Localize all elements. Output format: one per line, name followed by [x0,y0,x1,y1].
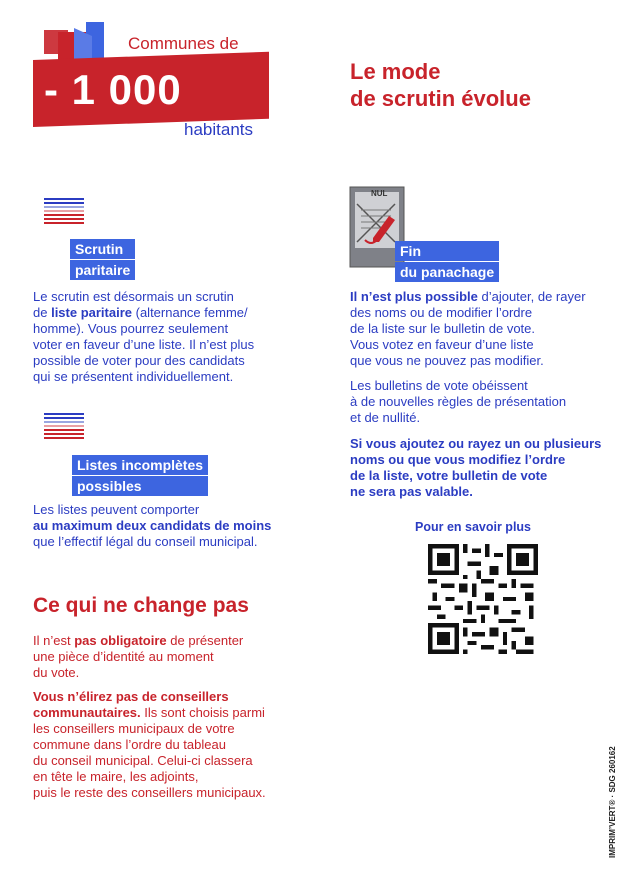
text-line: Le scrutin est désormais un scrutin [33,289,234,304]
text-line [33,633,323,649]
identity-paragraph [33,633,323,681]
tag-line: paritaire [70,260,135,280]
text-line: Les bulletins de vote obéissent [350,378,528,393]
mode-title-line2: de scrutin évolue [350,86,531,111]
text-line: des noms ou de modifier l’ordre [350,305,533,320]
listes-incompletes-tag [72,455,208,496]
tag-line: Listes incomplètes [72,455,208,475]
text-span: de [33,305,52,320]
text-line: une pièce d’identité au moment [33,649,214,664]
text-line [33,705,333,721]
tag-line: Scrutin [70,239,135,259]
bold-span: au maximum deux candidats de moins [33,518,272,533]
listes-paragraph [33,502,333,550]
text-line: que l’effectif légal du conseil municipal. [33,534,258,549]
inhabitant-count: - 1 000 [44,66,182,113]
scrutin-paritaire-tag [70,239,135,280]
text-line: de la liste sur le bulletin de vote. [350,321,535,336]
text-line: commune dans l’ordre du tableau [33,737,226,752]
text-line: et de nullité. [350,410,421,425]
flag-stripes-icon [44,198,84,228]
text-line: du vote. [33,665,80,680]
text-line: les conseillers municipaux de votre [33,721,235,736]
scrutin-paragraph [33,289,323,385]
text-line: ne sera pas valable. [350,484,473,499]
text-line: possible de voter pour des candidats [33,353,245,368]
text-span: (alternance femme/ [132,305,248,320]
text-line: de la liste, votre bulletin de vote [350,468,548,483]
text-line: Vous votez en faveur d’une liste [350,337,534,352]
text-line: en tête le maire, les adjoints, [33,769,199,784]
text-line: voter en faveur d’une liste. Il n’est plus [33,337,255,352]
flag-stripes-icon [44,413,84,443]
panachage-paragraph-2 [350,378,630,426]
text-line [33,689,333,705]
ballot-label: NUL [371,189,388,198]
text-line [350,289,630,305]
mode-title-line1: Le mode [350,59,441,84]
communes-de-label: Communes de [128,34,239,53]
text-span: de présenter [166,633,244,648]
bold-span: Il n’est plus possible [350,289,478,304]
text-line: qui se présentent individuellement. [33,369,234,384]
tag-line: du panachage [395,262,499,282]
bold-span: communautaires. [33,705,141,720]
bold-span: Vous n’élirez pas de conseillers [33,689,229,704]
text-span: d’ajouter, de rayer [477,289,586,304]
panachage-paragraph-1 [350,289,630,369]
bold-span: liste paritaire [51,305,133,320]
text-line [33,305,323,321]
text-line: Les listes peuvent comporter [33,502,200,517]
text-span: Il n’est [33,633,75,648]
text-line: à de nouvelles règles de présentation [350,394,567,409]
mode-title [350,58,610,112]
tag-line: possibles [72,476,208,496]
text-line [33,518,333,534]
imprim-vert-label: IMPRIM’VERT® · SDG 260162 [608,746,617,858]
unchanged-title: Ce qui ne change pas [33,594,249,617]
imprim-vert-mark [608,746,632,860]
text-line: homme). Vous pourrez seulement [33,321,229,336]
text-line: puis le reste des conseillers municipaux. [33,785,266,800]
text-span: Ils sont choisis parmi [140,705,265,720]
conseillers-paragraph [33,689,333,801]
tag-line: Fin [395,241,499,261]
qr-code-icon[interactable] [428,544,538,654]
fin-panachage-tag [395,241,499,282]
text-line: que vous ne pouvez pas modifier. [350,353,544,368]
panachage-paragraph-3 [350,436,635,500]
habitants-label: habitants [184,120,253,139]
bold-span: pas obligatoire [74,633,167,648]
text-line: Si vous ajoutez ou rayez un ou plusieurs [350,436,602,451]
text-line: noms ou que vous modifiez l’ordre [350,452,566,467]
qr-title: Pour en savoir plus [415,520,532,534]
text-line: du conseil municipal. Celui-ci classera [33,753,253,768]
